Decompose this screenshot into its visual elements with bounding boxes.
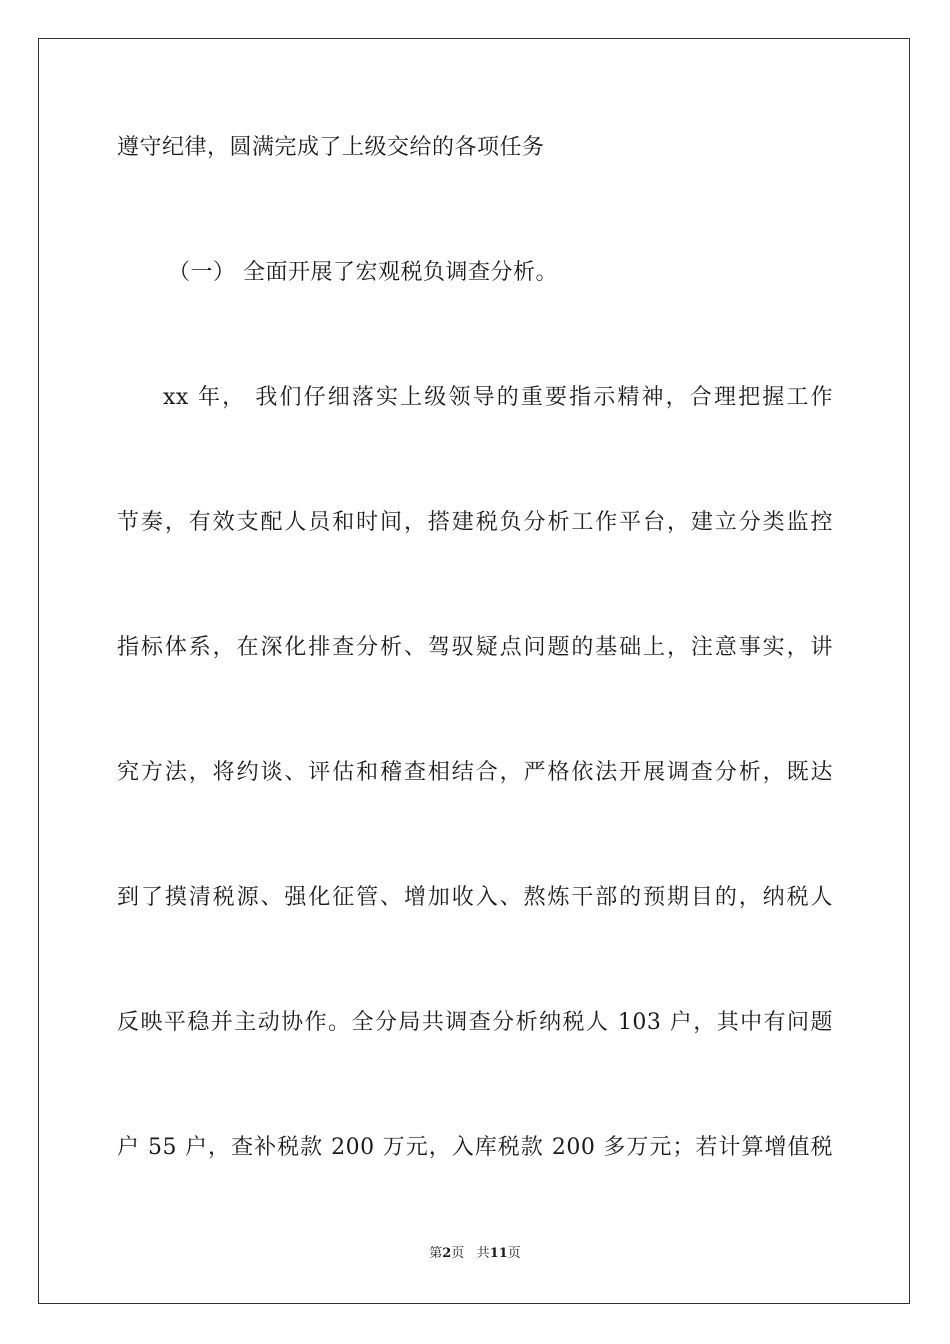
text-line-4: 节奏，有效支配人员和时间，搭建税负分析工作平台，建立分类监控 [117,510,833,535]
text-line-3: xx 年， 我们仔细落实上级领导的重要指示精神，合理把握工作 [163,385,833,410]
text-line-1: 遵守纪律，圆满完成了上级交给的各项任务 [117,135,545,160]
page-footer [0,1245,950,1263]
text-line-5: 指标体系，在深化排查分析、驾驭疑点问题的基础上，注意事实，讲 [117,635,833,660]
page-frame [38,38,910,1304]
text-line-9: 户 55 户，查补税款 200 万元，入库税款 200 多万元；若计算增值税 [117,1135,833,1160]
section-heading: （一） 全面开展了宏观税负调查分析。 [168,260,558,285]
footer-total-suffix: 页 [507,1246,521,1261]
footer-page-number: 2 [442,1246,452,1261]
footer-page-suffix: 页 [451,1246,465,1261]
text-line-7: 到了摸清税源、强化征管、增加收入、熬炼干部的预期目的，纳税人 [117,885,833,910]
footer-page-prefix: 第 [429,1246,443,1261]
text-line-8: 反映平稳并主动协作。全分局共调查分析纳税人 103 户，其中有问题 [117,1010,833,1035]
text-line-6: 究方法，将约谈、评估和稽查相结合，严格依法开展调查分析，既达 [117,760,833,785]
footer-total-pages: 11 [489,1246,508,1261]
footer-total-prefix: 共 [476,1246,490,1261]
